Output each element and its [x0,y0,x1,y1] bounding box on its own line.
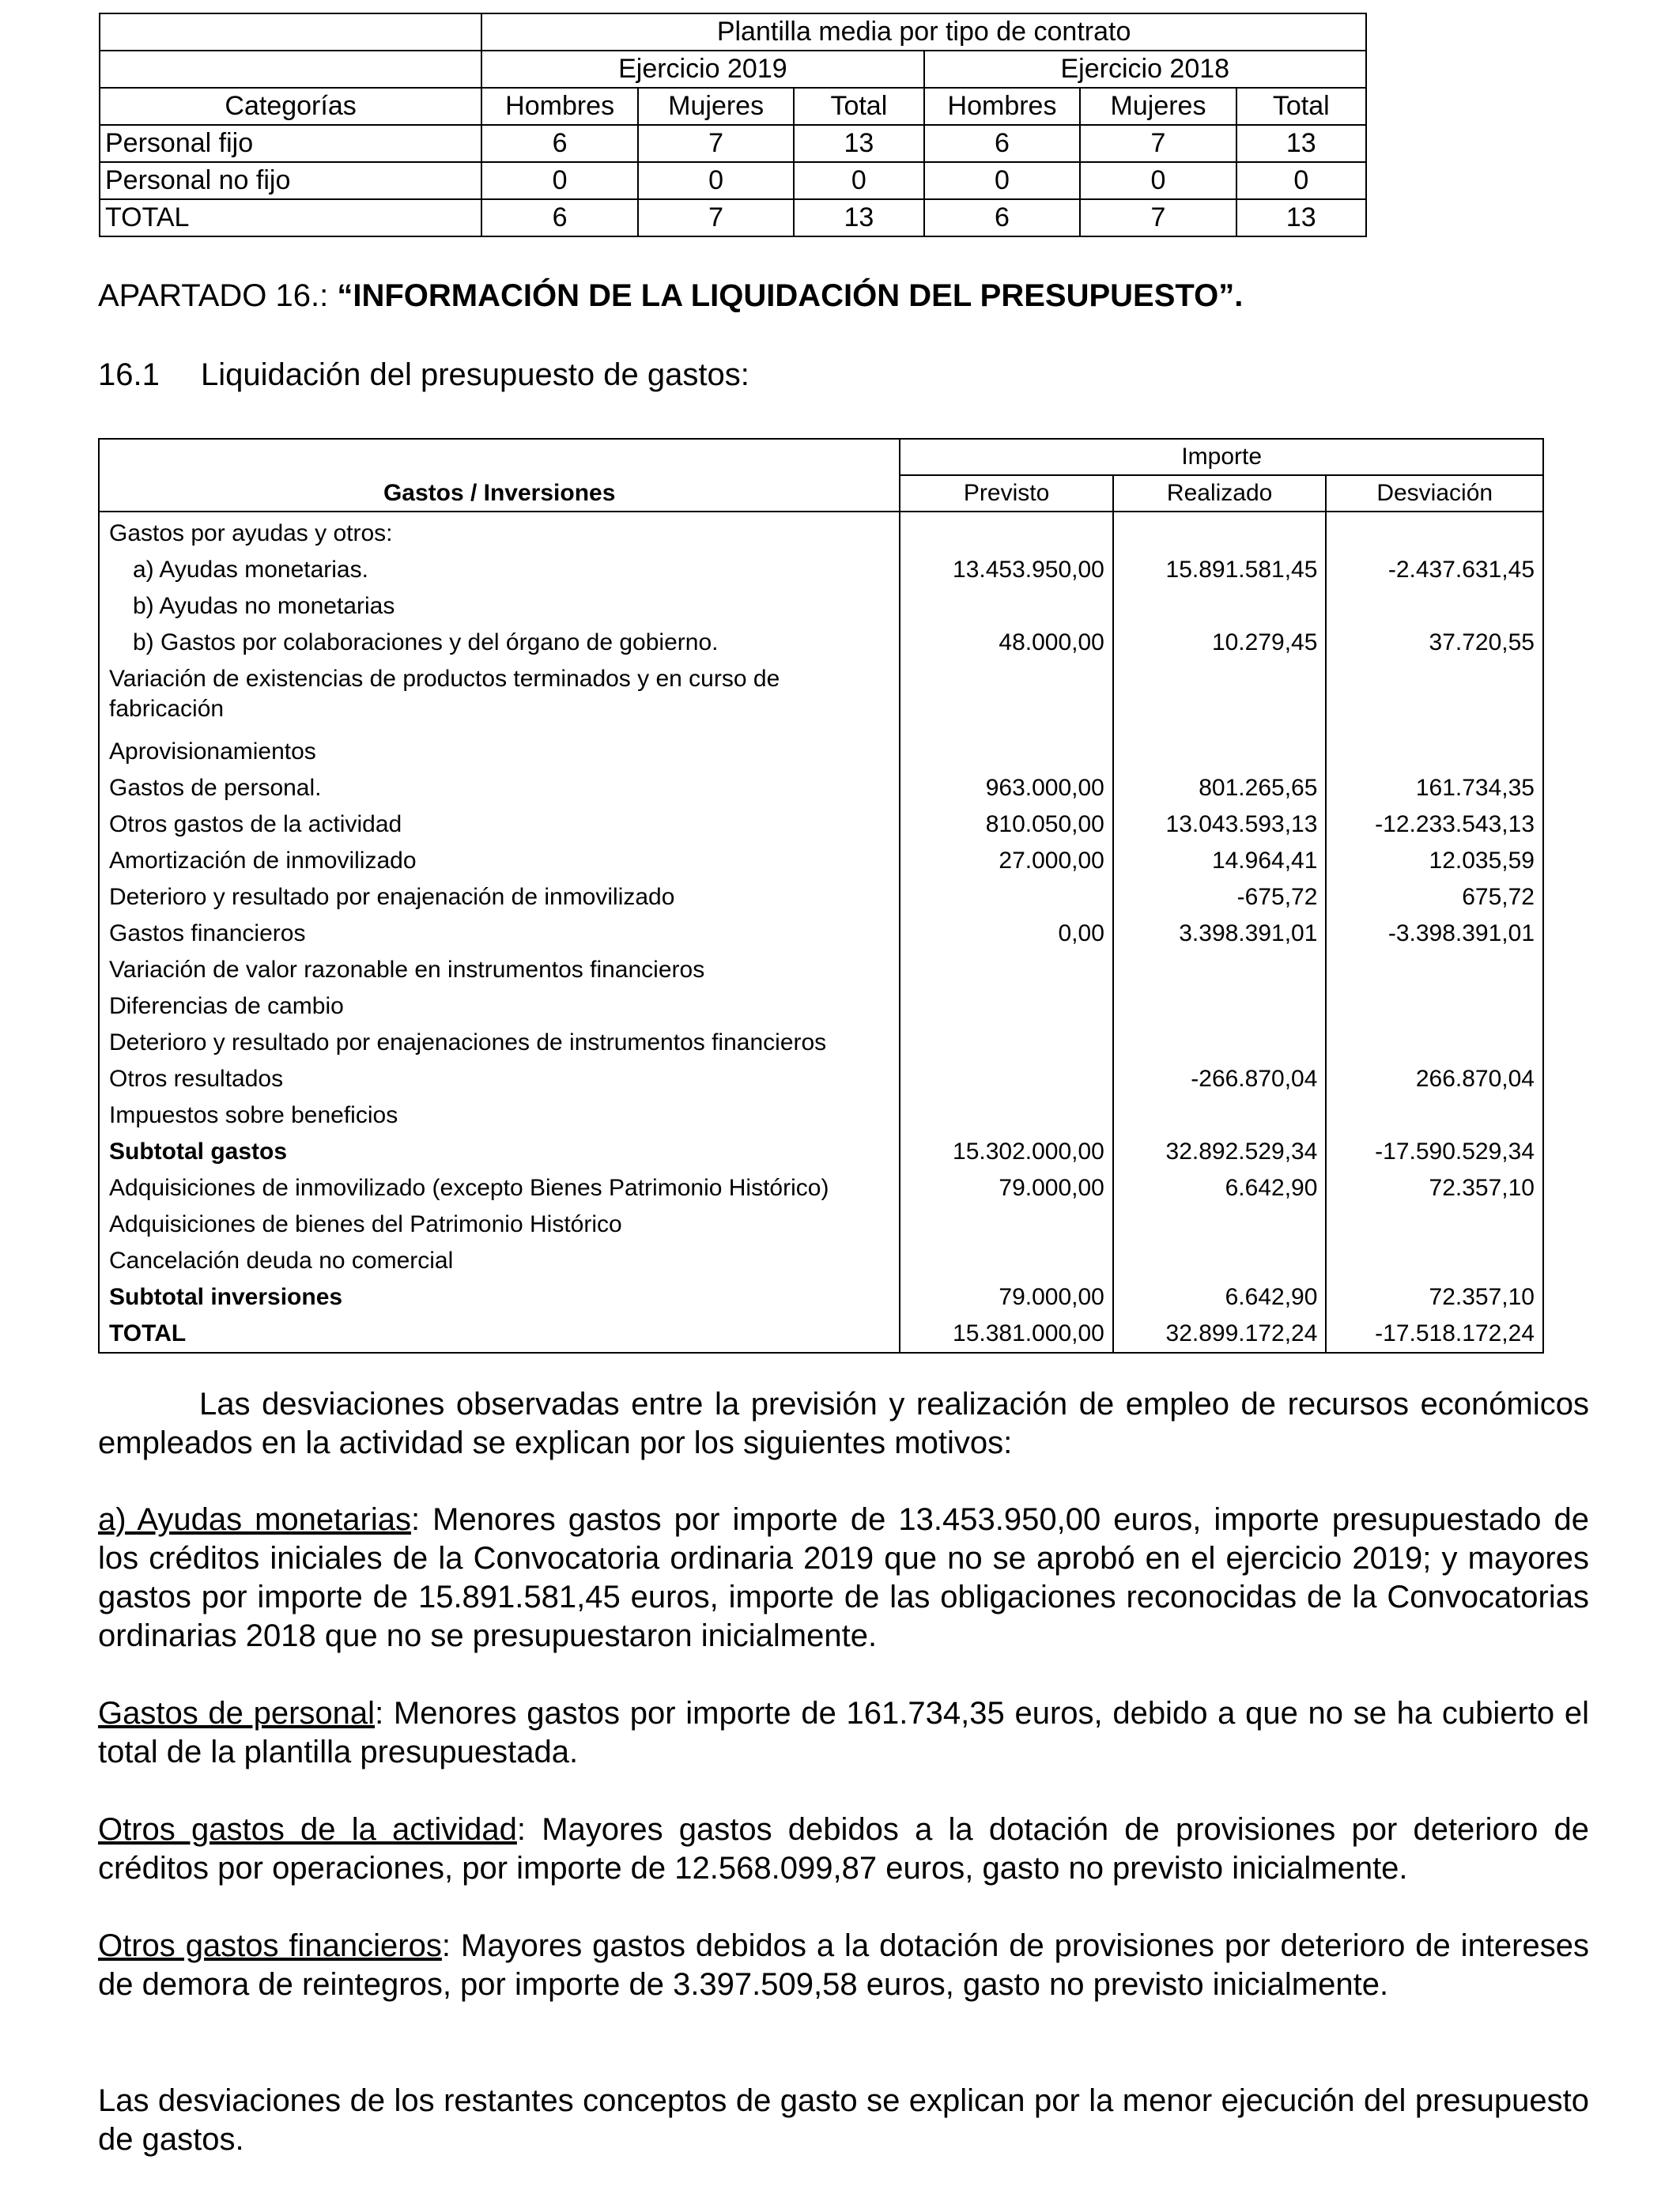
row-label: Cancelación deuda no comercial [99,1243,900,1279]
explanation-paragraph [98,1811,1589,1888]
table-row [99,988,1543,1025]
deviation-cell [1326,588,1543,625]
explanation-term: Otros gastos de la actividad [98,1812,517,1847]
deviation-cell [1326,952,1543,988]
planned-cell: 15.381.000,00 [900,1316,1113,1353]
total-header: Total [794,88,923,125]
men-header: Hombres [924,88,1081,125]
planned-cell [900,879,1113,916]
deviation-cell: -12.233.543,13 [1326,806,1543,843]
explanation-text: : Mayores gastos debidos a la dotación de provisiones por deterioro de créditos por operaciones, por importe de 12.568.099,87 euros, gasto no previsto inicialmente. [98,1812,1590,1886]
table-row [99,1316,1543,1353]
planned-header: Previsto [900,475,1113,512]
row-label: b) Gastos por colaboraciones y del órgano de gobierno. [99,625,900,661]
explanation-term: Otros gastos financieros [98,1928,442,1963]
women-header: Mujeres [638,88,794,125]
actual-cell: 6.642,90 [1113,1170,1327,1207]
explanation-term: a) Ayudas monetarias [98,1502,411,1537]
planned-cell [900,512,1113,552]
actual-cell: 14.964,41 [1113,843,1327,879]
table-row [99,916,1543,952]
intro-paragraph: Las desviaciones observadas entre la previsión y realización de empleo de recursos económicos empleados en la actividad se explican por los siguientes motivos: [98,1387,1589,1460]
planned-cell: 963.000,00 [900,770,1113,806]
cell: 7 [1080,199,1236,236]
actual-cell [1113,952,1327,988]
deviation-cell [1326,661,1543,734]
actual-cell [1113,734,1327,770]
cell: 6 [481,125,638,162]
deviation-cell: 12.035,59 [1326,843,1543,879]
explanation-text: : Menores gastos por importe de 161.734,35 euros, debido a que no se ha cubierto el total de la plantilla presupuestada. [98,1696,1590,1769]
row-label: Gastos financieros [99,916,900,952]
row-label: Gastos por ayudas y otros: [99,512,900,552]
table-row [99,806,1543,843]
row-label: Otros resultados [99,1061,900,1097]
deviation-cell [1326,734,1543,770]
row-label: Amortización de inmovilizado [99,843,900,879]
actual-cell: 6.642,90 [1113,1279,1327,1316]
table-row [99,1134,1543,1170]
table-row [99,625,1543,661]
deviation-cell: -17.590.529,34 [1326,1134,1543,1170]
actual-cell [1113,1243,1327,1279]
row-label: Adquisiciones de bienes del Patrimonio Histórico [99,1207,900,1243]
planned-cell [900,734,1113,770]
blank-cell [100,51,481,88]
explanation-paragraph [98,1694,1589,1772]
row-label: Deterioro y resultado por enajenación de inmovilizado [99,879,900,916]
cell: 0 [638,162,794,199]
total-header: Total [1236,88,1366,125]
row-label: Subtotal gastos [99,1134,900,1170]
table-row [99,512,1543,552]
amount-group-header: Importe [900,439,1543,475]
row-label: Subtotal inversiones [99,1279,900,1316]
women-header: Mujeres [1080,88,1236,125]
categories-header: Categorías [100,88,481,125]
section-title-bold: “INFORMACIÓN DE LA LIQUIDACIÓN DEL PRESUPUESTO”. [337,278,1244,313]
explanation-term: Gastos de personal [98,1696,376,1731]
actual-cell [1113,1025,1327,1061]
row-label: Otros gastos de la actividad [99,806,900,843]
deviation-cell: 72.357,10 [1326,1279,1543,1316]
actual-cell: -266.870,04 [1113,1061,1327,1097]
planned-cell [900,588,1113,625]
planned-cell: 79.000,00 [900,1279,1113,1316]
actual-cell [1113,661,1327,734]
planned-cell [900,661,1113,734]
cell: 0 [1080,162,1236,199]
cell: 7 [638,199,794,236]
deviation-cell: -17.518.172,24 [1326,1316,1543,1353]
cell: 0 [1236,162,1366,199]
cell: 13 [1236,199,1366,236]
budget-label-header: Gastos / Inversiones [99,439,900,512]
year-2018-header: Ejercicio 2018 [924,51,1366,88]
cell: 6 [924,125,1081,162]
actual-header: Realizado [1113,475,1327,512]
planned-cell: 13.453.950,00 [900,552,1113,588]
table-row [99,1279,1543,1316]
deviation-cell [1326,1025,1543,1061]
table-row [99,1170,1543,1207]
table-row [99,952,1543,988]
table-row [99,552,1543,588]
actual-cell [1113,988,1327,1025]
subsection-title [98,357,749,393]
table-row [99,843,1543,879]
table-row [99,588,1543,625]
planned-cell: 79.000,00 [900,1170,1113,1207]
row-label: a) Ayudas monetarias. [99,552,900,588]
budget-table-body [99,512,1543,1353]
deviation-cell: 675,72 [1326,879,1543,916]
table-row [99,661,1543,734]
planned-cell: 27.000,00 [900,843,1113,879]
subsection-number: 16.1 [98,357,160,392]
row-label: TOTAL [100,199,481,236]
row-label: Variación de existencias de productos terminados y en curso de fabricación [99,661,900,734]
year-2019-header: Ejercicio 2019 [481,51,923,88]
actual-cell: 15.891.581,45 [1113,552,1327,588]
actual-cell [1113,1097,1327,1134]
deviation-cell: 37.720,55 [1326,625,1543,661]
row-label: TOTAL [99,1316,900,1353]
cell: 0 [794,162,923,199]
contract-table [99,13,1367,237]
deviation-cell [1326,512,1543,552]
row-label: Deterioro y resultado por enajenaciones de instrumentos financieros [99,1025,900,1061]
planned-cell: 0,00 [900,916,1113,952]
cell: 13 [794,125,923,162]
table-row [99,879,1543,916]
actual-cell [1113,588,1327,625]
actual-cell: 32.899.172,24 [1113,1316,1327,1353]
actual-cell: 3.398.391,01 [1113,916,1327,952]
cell: 0 [481,162,638,199]
men-header: Hombres [481,88,638,125]
actual-cell [1113,1207,1327,1243]
planned-cell [900,1243,1113,1279]
table-row [99,1243,1543,1279]
cell: 0 [924,162,1081,199]
actual-cell: 13.043.593,13 [1113,806,1327,843]
table-row [99,1025,1543,1061]
table-row [100,125,1366,162]
cell: 7 [1080,125,1236,162]
table-row [99,1207,1543,1243]
planned-cell [900,988,1113,1025]
deviation-cell: 72.357,10 [1326,1170,1543,1207]
actual-cell: 10.279,45 [1113,625,1327,661]
deviation-cell: -2.437.631,45 [1326,552,1543,588]
planned-cell [900,952,1113,988]
explanation-paragraph [98,1501,1589,1656]
row-label: Personal fijo [100,125,481,162]
deviation-header: Desviación [1326,475,1543,512]
section-title-prefix: APARTADO 16.: [98,278,338,313]
table-row [99,1061,1543,1097]
explanation-paragraph [98,1927,1589,2004]
planned-cell [900,1207,1113,1243]
deviation-cell [1326,1243,1543,1279]
budget-table [98,438,1544,1354]
deviation-cell: -3.398.391,01 [1326,916,1543,952]
table-row [100,199,1366,236]
cell: 6 [924,199,1081,236]
explanation-text: : Mayores gastos debidos a la dotación de provisiones por deterioro de intereses de demora de reintegros, por importe de 3.397.509,58 euros, gasto no previsto inicialmente. [98,1928,1589,2002]
deviation-cell [1326,1097,1543,1134]
planned-cell: 810.050,00 [900,806,1113,843]
actual-cell: 801.265,65 [1113,770,1327,806]
row-label: Variación de valor razonable en instrumentos financieros [99,952,900,988]
table-row [99,1097,1543,1134]
planned-cell: 15.302.000,00 [900,1134,1113,1170]
row-label: Personal no fijo [100,162,481,199]
actual-cell [1113,512,1327,552]
row-label: Diferencias de cambio [99,988,900,1025]
row-label: b) Ayudas no monetarias [99,588,900,625]
cell: 7 [638,125,794,162]
explanation-text: : Menores gastos por importe de 13.453.950,00 euros, importe presupuestado de los créditos iniciales de la Convocatoria ordinaria 2019 que no se aprobó en el ejercicio 2019; y mayores gastos por importe de 15.891.581,45 euros, importe de las obligaciones reconocidas de la Convocatorias ordinarias 2018 que no se presupuestaron inicialmente. [98,1502,1589,1653]
planned-cell [900,1025,1113,1061]
cell: 13 [1236,125,1366,162]
table-row [100,162,1366,199]
cell: 6 [481,199,638,236]
table-row [99,770,1543,806]
blank-cell [100,13,481,51]
row-label: Gastos de personal. [99,770,900,806]
table-row [99,734,1543,770]
contract-table-title: Plantilla media por tipo de contrato [481,13,1366,51]
cell: 13 [794,199,923,236]
deviation-cell: 161.734,35 [1326,770,1543,806]
row-label: Aprovisionamientos [99,734,900,770]
deviation-cell [1326,988,1543,1025]
actual-cell: 32.892.529,34 [1113,1134,1327,1170]
deviation-cell: 266.870,04 [1326,1061,1543,1097]
planned-cell [900,1097,1113,1134]
closing-paragraph: Las desviaciones de los restantes conceptos de gasto se explican por la menor ejecución del presupuesto de gastos. [98,2083,1589,2157]
deviation-cell [1326,1207,1543,1243]
row-label: Impuestos sobre beneficios [99,1097,900,1134]
actual-cell: -675,72 [1113,879,1327,916]
planned-cell: 48.000,00 [900,625,1113,661]
section-title [98,278,1243,314]
subsection-text: Liquidación del presupuesto de gastos: [201,357,749,392]
planned-cell [900,1061,1113,1097]
row-label: Adquisiciones de inmovilizado (excepto Bienes Patrimonio Histórico) [99,1170,900,1207]
